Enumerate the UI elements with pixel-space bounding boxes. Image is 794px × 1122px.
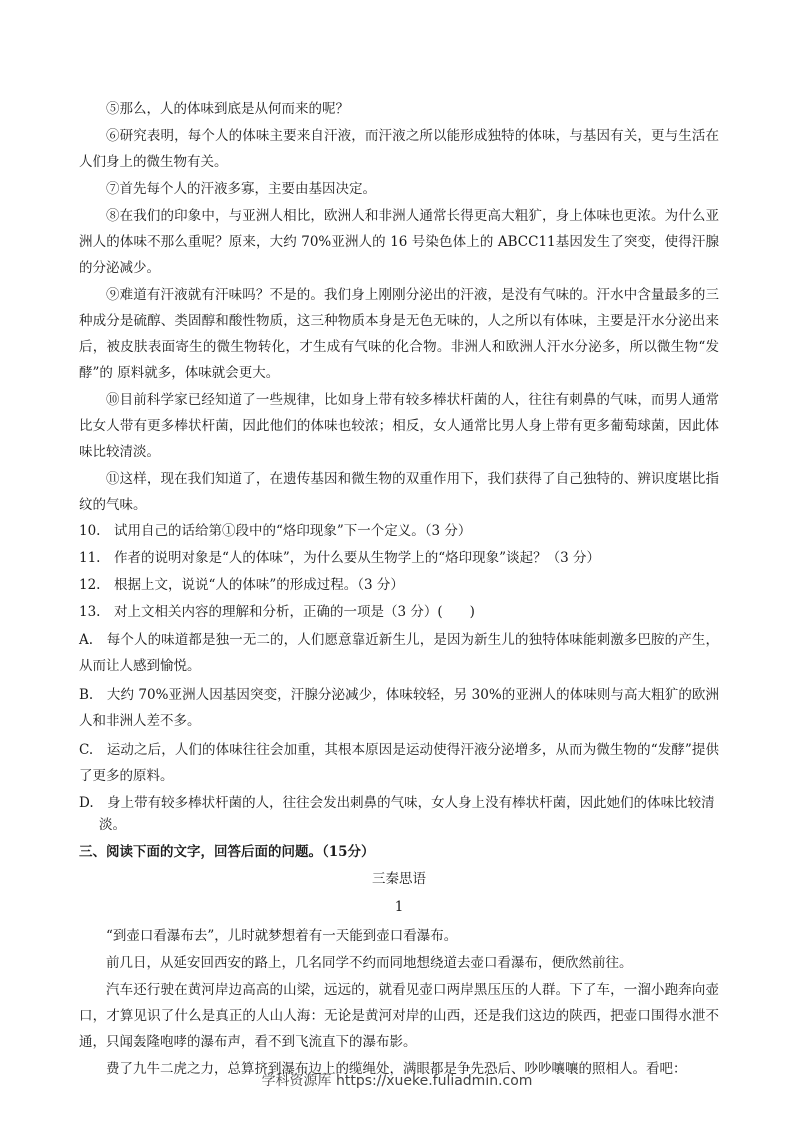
question-11: 11. 作者的说明对象是“人的体味”，为什么要从生物学上的“烙印现象”谈起？（3 分）: [79, 550, 600, 566]
question-12: 12. 根据上文，说说“人的体味”的形成过程。（3 分）: [79, 577, 404, 593]
option-b: B. 大约 70%亚洲人因基因突变，汗腺分泌减少，体味较轻，另 30%的亚洲人的体味则与高大粗犷的欧洲人和非洲人差不多。: [79, 687, 719, 729]
passage-paragraph-5: ⑤那么，人的体味到底是从何而来的呢？: [106, 101, 349, 117]
article-part-number: 1: [394, 899, 404, 915]
passage-paragraph-7: ⑦首先每个人的汗液多寡，主要由基因决定。: [106, 181, 376, 197]
document-page: [79, 96, 719, 1083]
option-c: C. 运动之后，人们的体味往往会加重，其根本原因是运动使得汗液分泌增多，从而为微生物的“发酵”提供了更多的原料。: [79, 742, 719, 784]
passage-paragraph-9: ⑨难道有汗液就有汗味吗？不是的。我们身上刚刚分泌出的汗液，是没有气味的。汗水中含量最多的三种成分是硫醇、类固醇和酸性物质，这三种物质本身是无色无味的，人之所以有体味，主要是汗水分泌出来后，被皮肤表面寄生的微生物转化，才生成有气味的化合物。非洲人和欧洲人汗水分泌多，所以微生物“发酵”的 原料就多，体味就会更大。: [79, 287, 719, 381]
article-paragraph: 前几日，从延安回西安的路上，几名同学不约而同地想绕道去壶口看瀑布，便欣然前往。: [106, 955, 633, 971]
question-10: 10. 试用自己的话给第①段中的“烙印现象”下一个定义。（3 分）: [79, 523, 472, 539]
passage-paragraph-11: ⑪这样，现在我们知道了，在遗传基因和微生物的双重作用下，我们获得了自己独特的、辨识度堪比指纹的气味。: [79, 471, 719, 513]
option-a: A. 每个人的味道都是独一无二的，人们愿意靠近新生儿，是因为新生儿的独特体味能刺激多巴胺的产生，从而让人感到愉悦。: [79, 632, 719, 674]
option-d: D. 身上带有较多棒状杆菌的人，往往会发出刺鼻的气味，女人身上没有棒状杆菌，因此她们的体味比较清淡。: [79, 795, 715, 833]
article-title: 三秦思语: [372, 871, 426, 887]
passage-paragraph-10: ⑩目前科学家已经知道了一些规律，比如身上带有较多棒状杆菌的人，往往有刺鼻的气味，而男人通常比女人带有更多棒状杆菌，因此他们的体味也较浓；相反，女人通常比男人身上带有更多葡萄球菌，因此体味比较清淡。: [79, 392, 719, 460]
article-paragraph: “到壶口看瀑布去”，儿时就梦想着有一天能到壶口看瀑布。: [106, 928, 458, 944]
question-13: 13. 对上文相关内容的理解和分析，正确的一项是（3 分）( ): [79, 604, 475, 620]
passage-paragraph-8: ⑧在我们的印象中，与亚洲人相比，欧洲人和非洲人通常长得更高大粗犷，身上体味也更浓。为什么亚洲人的体味不那么重呢？原来，大约 70%亚洲人的 16 号染色体上的 ABCC11基因发生了突变，使得汗腺的分泌减少。: [79, 208, 719, 276]
section-heading: 三、阅读下面的文字，回答后面的问题。（15分）: [79, 844, 375, 860]
passage-paragraph-6: ⑥研究表明，每个人的体味主要来自汗液，而汗液之所以能形成独特的体味，与基因有关，更与生活在人们身上的微生物有关。: [79, 128, 719, 170]
article-paragraph: 费了九牛二虎之力，总算挤到瀑布边上的缆绳处，满眼都是争先恐后、吵吵嚷嚷的照相人。看吧：: [106, 1061, 687, 1077]
article-paragraph: 汽车还行驶在黄河岸边高高的山梁，远远的，就看见壶口两岸黑压压的人群。下了车，一溜小跑奔向壶口，才算见识了什么是真正的人山人海：无论是黄河对岸的山西，还是我们这边的陕西，把壶口围得水泄不通，只闻轰隆咆哮的瀑布声，看不到飞流直下的瀑布影。: [79, 982, 719, 1050]
footer-watermark: 学科资源库 https://xueke.fuliadmin.com: [261, 1073, 533, 1089]
